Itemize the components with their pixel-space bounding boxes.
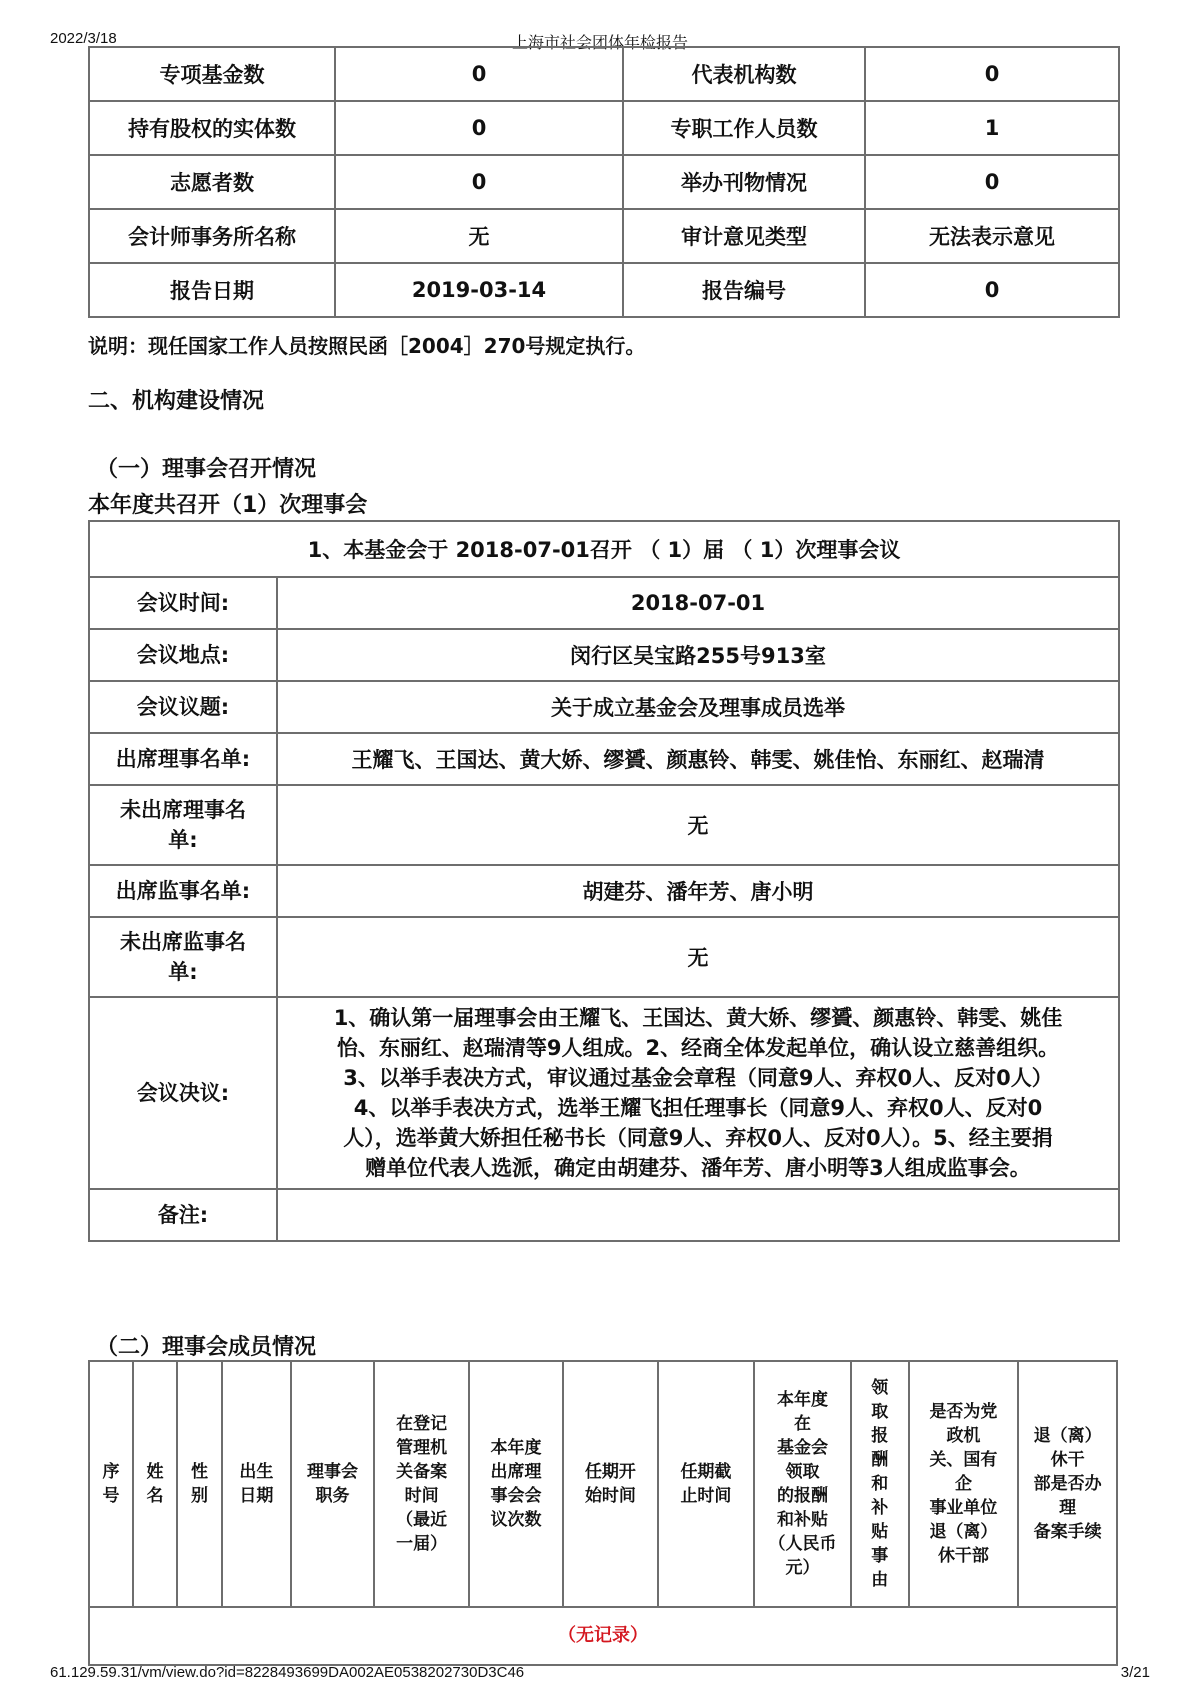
stat-value: 0 (865, 263, 1119, 317)
present-supervisors-label: 出席监事名单: (89, 865, 277, 917)
meeting-time-value: 2018-07-01 (277, 577, 1119, 629)
header-line: （最近 (396, 1510, 448, 1530)
subsection-heading-board-members: （二）理事会成员情况 (96, 1335, 317, 1360)
meeting-title: 1、本基金会于 2018-07-01召开 （ 1）届 （ 1）次理事会议 (89, 521, 1119, 577)
stat-label: 审计意见类型 (623, 209, 865, 263)
stat-value: 无法表示意见 (865, 209, 1119, 263)
header-line: 备案手续 (1033, 1522, 1102, 1542)
header-line: 取 (871, 1402, 889, 1422)
header-line: 管理机 (396, 1438, 448, 1458)
resolution-line: 4、以举手表决方式，选举王耀飞担任理事长（同意9人、弃权0人、反对0 (353, 1096, 1043, 1120)
stat-value: 0 (335, 47, 623, 101)
header-line: 序 (102, 1462, 120, 1482)
resolution-label: 会议决议: (89, 997, 277, 1189)
header-line: 任期截 (680, 1462, 732, 1482)
absent-supervisors-value: 无 (277, 917, 1119, 997)
member-column-header (909, 1361, 1018, 1607)
remark-value (277, 1189, 1119, 1241)
header-line: 政机 (946, 1426, 981, 1446)
absent-supervisors-label-line-2: 单: (168, 960, 198, 984)
stat-label: 持有股权的实体数 (89, 101, 335, 155)
header-line: 本年度 (777, 1390, 828, 1410)
header-line: 出席理 (490, 1462, 542, 1482)
header-line: 一届） (396, 1534, 448, 1554)
meeting-topic-label: 会议议题: (89, 681, 277, 733)
member-column-header (374, 1361, 468, 1607)
absent-supervisors-label-line-1: 未出席监事名 (120, 930, 246, 954)
header-line: 休干 (1050, 1450, 1085, 1470)
member-column-header (133, 1361, 177, 1607)
header-line: 领取 (785, 1462, 820, 1482)
stat-value: 1 (865, 101, 1119, 155)
resolution-value (277, 997, 1119, 1189)
meeting-place-label: 会议地点: (89, 629, 277, 681)
resolution-line: 赠单位代表人选派，确定由胡建芬、潘年芳、唐小明等3人组成监事会。 (365, 1156, 1031, 1180)
header-line: 的报酬 (777, 1486, 828, 1506)
members-empty-row (89, 1607, 1117, 1665)
header-line: 报 (871, 1426, 889, 1446)
header-line: 事 (871, 1546, 889, 1566)
board-members-table (88, 1360, 1118, 1666)
header-line: 和 (871, 1474, 889, 1494)
section-heading: 二、机构建设情况 (88, 389, 265, 414)
stat-value: 0 (335, 155, 623, 209)
note-text: 说明：现任国家工作人员按照民函［2004］270号规定执行。 (88, 334, 646, 358)
stat-label: 代表机构数 (623, 47, 865, 101)
header-line: 补 (871, 1498, 889, 1518)
no-record-cell (89, 1607, 1117, 1665)
header-line: 是否为党 (929, 1402, 998, 1422)
absent-directors-label (89, 785, 277, 865)
header-line: 关备案 (396, 1462, 448, 1482)
present-supervisors-value: 胡建芬、潘年芳、唐小明 (277, 865, 1119, 917)
header-line: 任期开 (584, 1462, 636, 1482)
header-line: 别 (191, 1486, 208, 1506)
absent-directors-value: 无 (277, 785, 1119, 865)
stat-value: 0 (335, 101, 623, 155)
header-line: 议次数 (490, 1510, 542, 1530)
present-directors-value: 王耀飞、王国达、黄大娇、缪贇、颜惠铃、韩雯、姚佳怡、东丽红、赵瑞清 (277, 733, 1119, 785)
meeting-count-summary: 本年度共召开（1）次理事会 (88, 493, 368, 518)
meeting-place-value: 闵行区吴宝路255号913室 (277, 629, 1119, 681)
stats-row (89, 47, 1119, 101)
subsection-heading-board-meetings: （一）理事会召开情况 (96, 457, 317, 482)
stats-row (89, 209, 1119, 263)
header-line: 在登记 (396, 1414, 448, 1434)
header-line: 时间 (404, 1486, 439, 1506)
header-line: 号 (102, 1486, 120, 1506)
member-column-header (851, 1361, 909, 1607)
header-line: 职务 (315, 1486, 350, 1506)
header-line: 本年度 (490, 1438, 542, 1458)
stats-row (89, 101, 1119, 155)
header-line: 酬 (871, 1450, 889, 1470)
stat-value: 无 (335, 209, 623, 263)
meeting-topic-value: 关于成立基金会及理事成员选举 (277, 681, 1119, 733)
header-line: 理事会 (307, 1462, 359, 1482)
header-line: 名 (146, 1486, 164, 1506)
stat-label: 志愿者数 (89, 155, 335, 209)
header-line: 部是否办 (1033, 1474, 1102, 1494)
resolution-line: 3、以举手表决方式，审议通过基金会章程（同意9人、弃权0人、反对0人） (343, 1066, 1053, 1090)
header-line: 事会会 (490, 1486, 542, 1506)
stat-value: 2019-03-14 (335, 263, 623, 317)
header-line: 领 (871, 1378, 889, 1398)
header-line: 性 (191, 1462, 208, 1482)
statistics-table (88, 46, 1120, 318)
member-column-header (658, 1361, 755, 1607)
members-header-row (89, 1361, 1117, 1607)
resolution-line: 1、确认第一届理事会由王耀飞、王国达、黄大娇、缪贇、颜惠铃、韩雯、姚佳 (333, 1006, 1063, 1030)
stat-value: 0 (865, 47, 1119, 101)
header-line: 出生 (239, 1462, 274, 1482)
member-column-header (177, 1361, 222, 1607)
no-record-text: （无记录） (558, 1625, 648, 1646)
stats-row (89, 263, 1119, 317)
member-column-header (754, 1361, 851, 1607)
member-column-header (291, 1361, 375, 1607)
header-line: 姓 (146, 1462, 164, 1482)
stat-label: 专项基金数 (89, 47, 335, 101)
header-line: 由 (871, 1570, 889, 1590)
header-line: 始时间 (584, 1486, 636, 1506)
header-line: 止时间 (680, 1486, 732, 1506)
absent-directors-label-line-2: 单: (168, 828, 198, 852)
member-column-header (222, 1361, 291, 1607)
header-line: 日期 (239, 1486, 274, 1506)
header-line: 元） (785, 1558, 820, 1578)
member-column-header (563, 1361, 657, 1607)
present-directors-label: 出席理事名单: (89, 733, 277, 785)
header-line: 理 (1059, 1498, 1077, 1518)
board-meeting-table (88, 520, 1120, 1242)
member-column-header (89, 1361, 133, 1607)
header-line: 事业单位 (929, 1498, 998, 1518)
header-line: 在 (794, 1414, 811, 1434)
stat-label: 会计师事务所名称 (89, 209, 335, 263)
header-line: 基金会 (777, 1438, 828, 1458)
absent-directors-label-line-1: 未出席理事名 (120, 798, 246, 822)
remark-label: 备注: (89, 1189, 277, 1241)
header-line: 关、国有 (929, 1450, 998, 1470)
print-date: 2022/3/18 (50, 30, 117, 47)
member-column-header (469, 1361, 563, 1607)
stat-value: 0 (865, 155, 1119, 209)
header-line: 贴 (871, 1522, 889, 1542)
resolution-line: 人），选举黄大娇担任秘书长（同意9人、弃权0人、反对0人）。5、经主要捐 (343, 1126, 1053, 1150)
absent-supervisors-label (89, 917, 277, 997)
header-line: 休干部 (937, 1546, 989, 1566)
header-line: 退（离） (1033, 1426, 1102, 1446)
header-line: 退（离） (929, 1522, 998, 1542)
stat-label: 报告编号 (623, 263, 865, 317)
meeting-time-label: 会议时间: (89, 577, 277, 629)
stat-label: 举办刊物情况 (623, 155, 865, 209)
header-line: （人民币 (768, 1534, 837, 1554)
member-column-header (1018, 1361, 1117, 1607)
page-header-title: 上海市社会团体年检报告 (511, 35, 688, 52)
header-line: 企 (954, 1474, 972, 1494)
stat-label: 报告日期 (89, 263, 335, 317)
header-line: 和补贴 (777, 1510, 828, 1530)
page-url: 61.129.59.31/vm/view.do?id=8228493699DA002AE0538202730D3C46 (50, 1664, 525, 1681)
page-number: 3/21 (1120, 1664, 1150, 1681)
resolution-line: 怡、东丽红、赵瑞清等9人组成。2、经商全体发起单位，确认设立慈善组织。 (336, 1036, 1060, 1060)
stats-row (89, 155, 1119, 209)
stat-label: 专职工作人员数 (623, 101, 865, 155)
